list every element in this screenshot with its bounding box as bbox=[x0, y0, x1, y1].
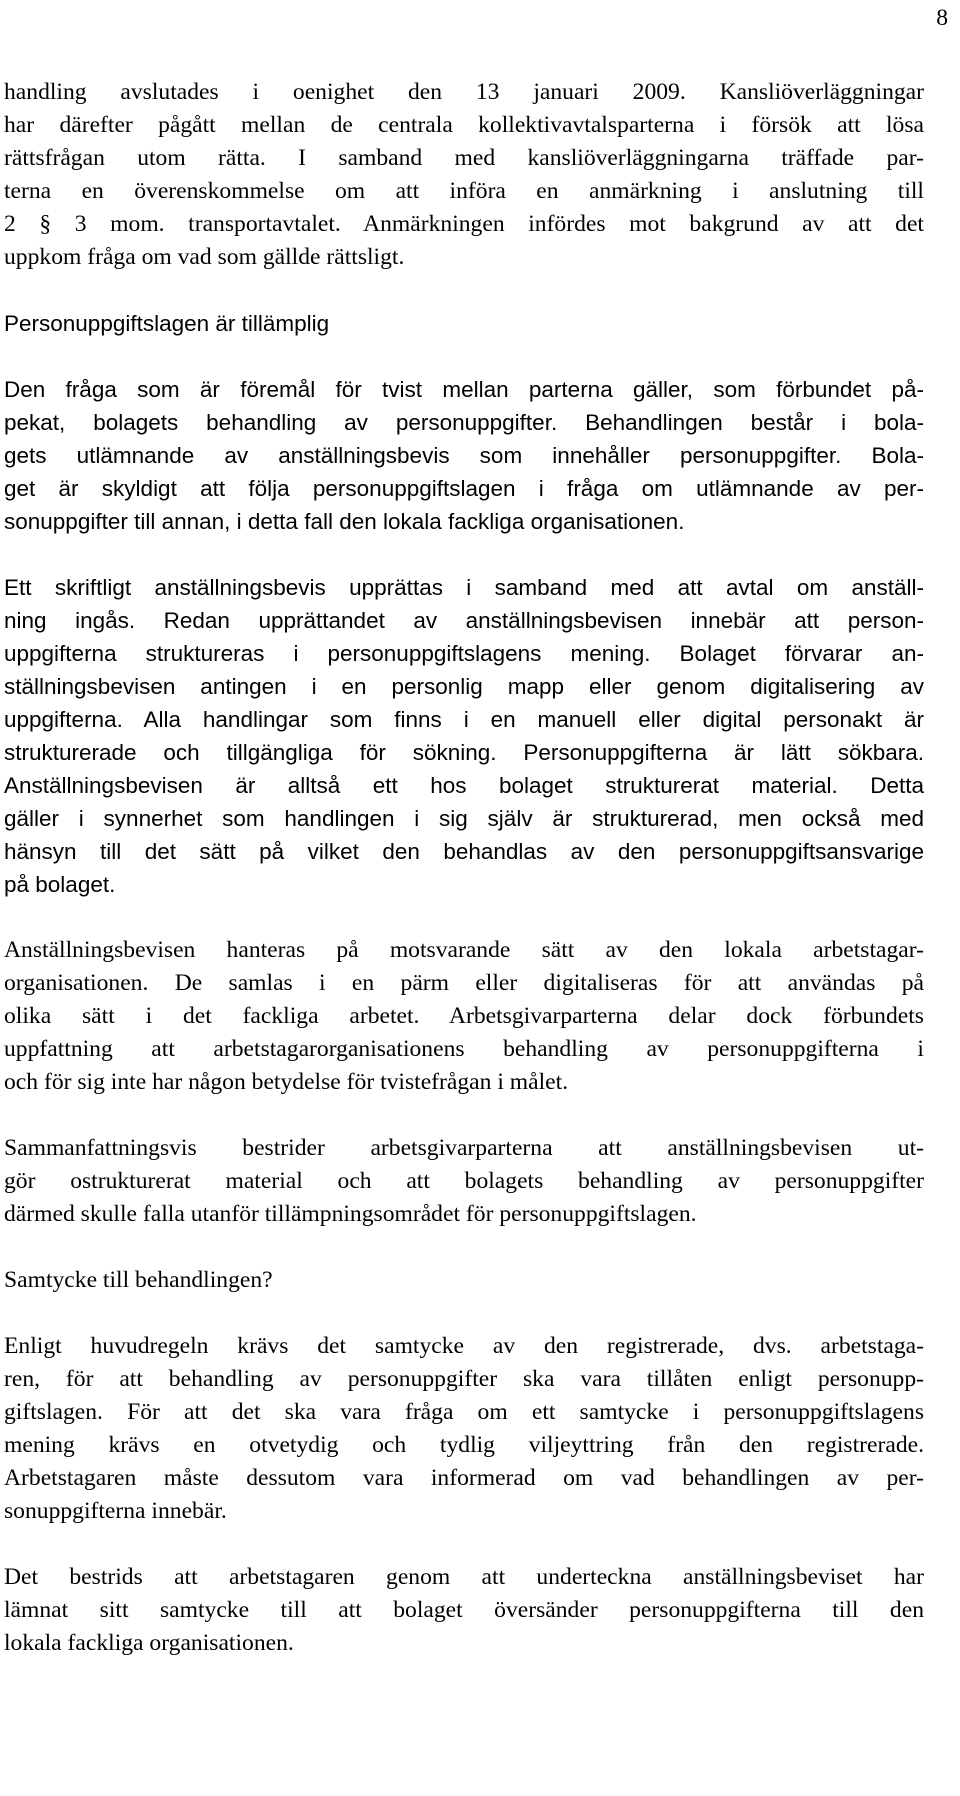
paragraph-7 bbox=[4, 1561, 924, 1660]
text-line: gets utlämnande av anställningsbevis som innehåller personuppgifter. Bola- bbox=[4, 443, 924, 468]
text-line: olika sätt i det fackliga arbetet. Arbetsgivarparterna delar dock förbundets bbox=[4, 1003, 924, 1029]
section-heading-samtycke bbox=[4, 1264, 924, 1297]
paragraph-3 bbox=[4, 571, 924, 901]
text-line: lokala fackliga organisationen. bbox=[4, 1630, 294, 1656]
text-line: därmed skulle falla utanför tillämpningsområdet för personuppgiftslagen. bbox=[4, 1201, 697, 1227]
text-line: Enligt huvudregeln krävs det samtycke av den registrerade, dvs. arbetstaga- bbox=[4, 1333, 924, 1359]
text-line: har därefter pågått mellan de centrala kollektivavtalsparterna i försök att lösa bbox=[4, 112, 924, 138]
text-line: ning ingås. Redan upprättandet av anställningsbevisen innebär att person- bbox=[4, 608, 924, 633]
text-line: uppfattning att arbetstagarorganisationens behandling av personuppgifterna i bbox=[4, 1036, 924, 1062]
paragraph-1 bbox=[4, 76, 924, 274]
text-line: handling avslutades i oenighet den 13 januari 2009. Kansliöverläggningar bbox=[4, 79, 924, 105]
text-line: ställningsbevisen antingen i en personlig mapp eller genom digitalisering av bbox=[4, 674, 924, 699]
text-line: uppkom fråga om vad som gällde rättsligt. bbox=[4, 244, 405, 270]
text-line: Anställningsbevisen hanteras på motsvarande sätt av den lokala arbetstagar- bbox=[4, 937, 924, 963]
text-line: 2 § 3 mom. transportavtalet. Anmärkningen infördes mot bakgrund av att det bbox=[4, 211, 924, 237]
text-line: gör ostrukturerat material och att bolagets behandling av personuppgifter bbox=[4, 1168, 924, 1194]
text-line: mening krävs en otvetydig och tydlig viljeyttring från den registrerade. bbox=[4, 1432, 924, 1458]
paragraph-5 bbox=[4, 1132, 924, 1231]
text-line: rättsfrågan utom rätta. I samband med kansliöverläggningarna träffade par- bbox=[4, 145, 924, 171]
text-line: get är skyldigt att följa personuppgiftslagen i fråga om utlämnande av per- bbox=[4, 476, 924, 501]
text-line: ren, för att behandling av personuppgifter ska vara tillåten enligt personupp- bbox=[4, 1366, 924, 1392]
section-heading-personuppgiftslagen: Personuppgiftslagen är tillämplig bbox=[4, 311, 330, 336]
text-line: lämnat sitt samtycke till att bolaget översänder personuppgifterna till den bbox=[4, 1597, 924, 1623]
text-line: sonuppgifterna innebär. bbox=[4, 1498, 227, 1524]
text-line: Den fråga som är föremål för tvist mellan parterna gäller, som förbundet på- bbox=[4, 377, 924, 402]
text-line: Samtycke till behandlingen? bbox=[4, 1267, 273, 1293]
text-line: Sammanfattningsvis bestrider arbetsgivarparterna att anställningsbevisen ut- bbox=[4, 1135, 924, 1161]
text-line: uppgifterna struktureras i personuppgiftslagens mening. Bolaget förvarar an- bbox=[4, 641, 924, 666]
text-line: gäller i synnerhet som handlingen i sig själv är strukturerad, men också med bbox=[4, 806, 924, 831]
document-body bbox=[4, 76, 924, 1660]
paragraph-6 bbox=[4, 1330, 924, 1528]
text-line: Det bestrids att arbetstagaren genom att underteckna anställningsbeviset har bbox=[4, 1564, 924, 1590]
text-line: Ett skriftligt anställningsbevis upprättas i samband med att avtal om anställ- bbox=[4, 575, 924, 600]
text-line: Arbetstagaren måste dessutom vara informerad om vad behandlingen av per- bbox=[4, 1465, 924, 1491]
text-line: strukturerade och tillgängliga för sökning. Personuppgifterna är lätt sökbara. bbox=[4, 740, 924, 765]
text-line: terna en överenskommelse om att införa en anmärkning i anslutning till bbox=[4, 178, 924, 204]
text-line: på bolaget. bbox=[4, 872, 116, 897]
text-line: hänsyn till det sätt på vilket den behandlas av den personuppgiftsansvarige bbox=[4, 839, 924, 864]
text-line: sonuppgifter till annan, i detta fall den lokala fackliga organisationen. bbox=[4, 509, 685, 534]
text-line: organisationen. De samlas i en pärm eller digitaliseras för att användas på bbox=[4, 970, 924, 996]
paragraph-2 bbox=[4, 373, 924, 538]
paragraph-4 bbox=[4, 934, 924, 1099]
text-line: pekat, bolagets behandling av personuppgifter. Behandlingen består i bola- bbox=[4, 410, 924, 435]
text-line: uppgifterna. Alla handlingar som finns i en manuell eller digital personakt är bbox=[4, 707, 924, 732]
text-line: och för sig inte har någon betydelse för tvistefrågan i målet. bbox=[4, 1069, 569, 1095]
text-line: Anställningsbevisen är alltså ett hos bolaget strukturerat material. Detta bbox=[4, 773, 924, 798]
page-number: 8 bbox=[936, 5, 948, 31]
text-line: giftslagen. För att det ska vara fråga om ett samtycke i personuppgiftslagens bbox=[4, 1399, 924, 1425]
